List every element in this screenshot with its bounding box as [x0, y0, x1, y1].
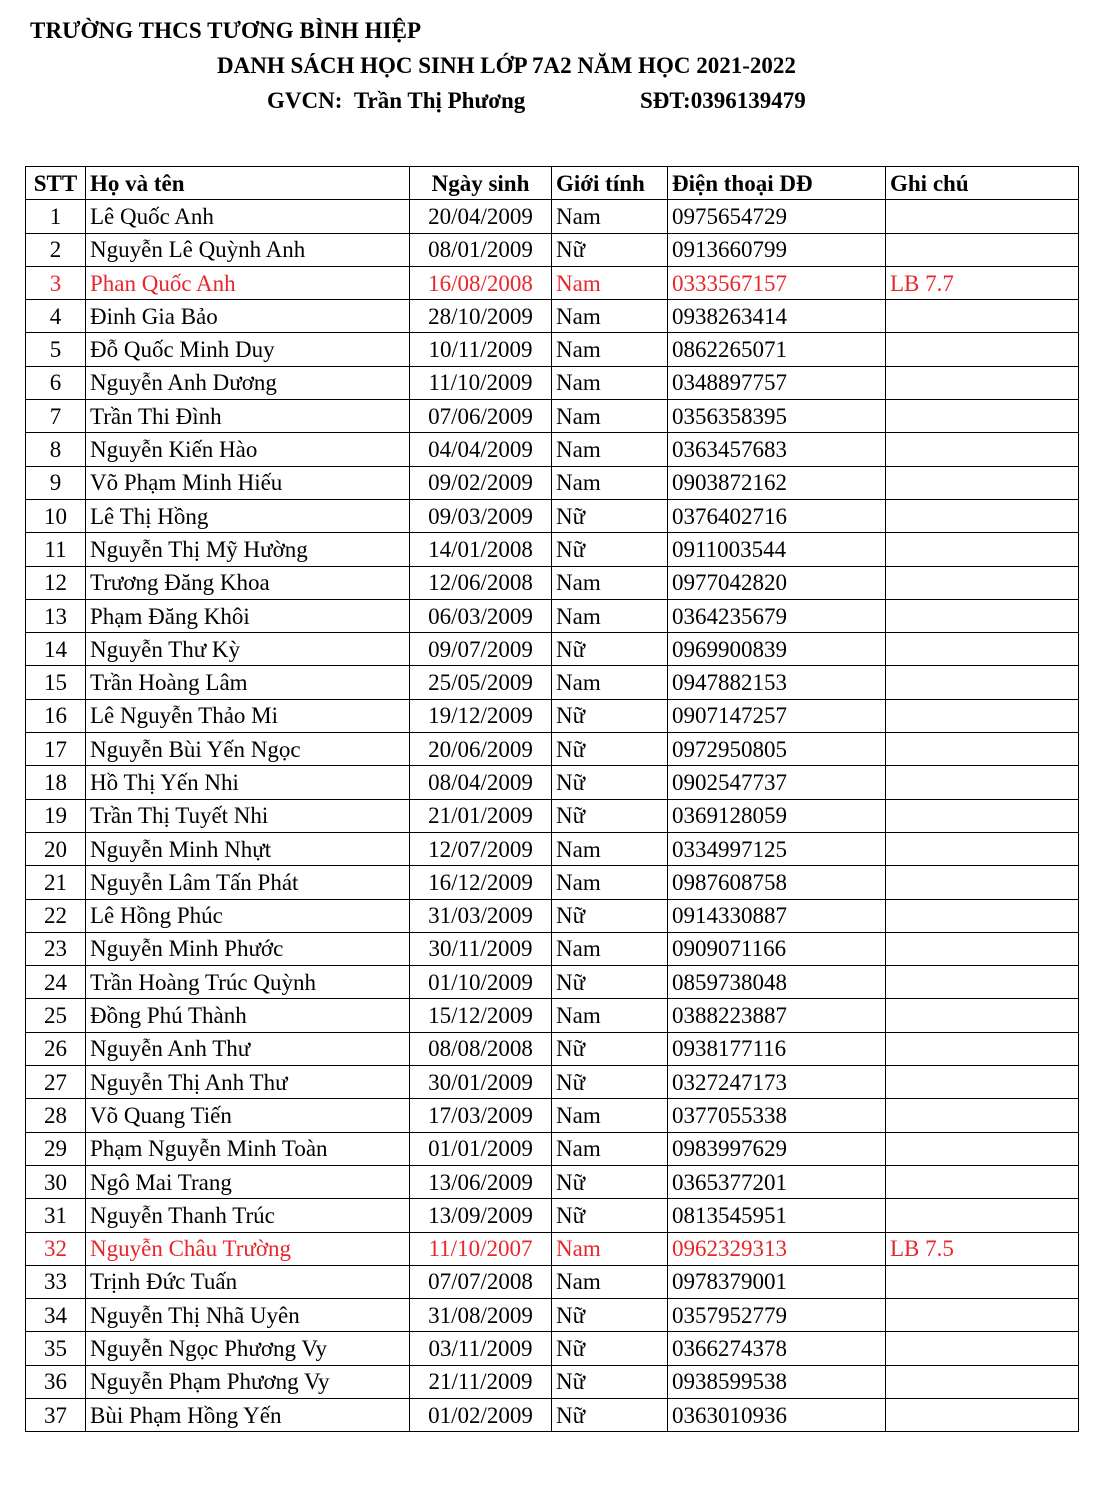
table-row	[26, 533, 1079, 566]
cell-phone: 0365377201	[668, 1165, 886, 1198]
table-row	[26, 1165, 1079, 1198]
cell-note	[886, 566, 1079, 599]
cell-stt: 19	[26, 799, 86, 832]
cell-name: Nguyễn Phạm Phương Vy	[86, 1365, 410, 1398]
cell-stt: 17	[26, 733, 86, 766]
cell-gender: Nam	[552, 366, 668, 399]
cell-phone: 0348897757	[668, 366, 886, 399]
cell-name: Võ Phạm Minh Hiếu	[86, 466, 410, 499]
cell-name: Nguyễn Ngọc Phương Vy	[86, 1332, 410, 1365]
table-row	[26, 566, 1079, 599]
cell-stt: 35	[26, 1332, 86, 1365]
cell-dob: 20/06/2009	[410, 733, 552, 766]
cell-note	[886, 400, 1079, 433]
cell-gender: Nam	[552, 300, 668, 333]
cell-gender: Nam	[552, 832, 668, 865]
cell-name: Đỗ Quốc Minh Duy	[86, 333, 410, 366]
cell-gender: Nam	[552, 466, 668, 499]
cell-stt: 27	[26, 1066, 86, 1099]
cell-name: Nguyễn Thanh Trúc	[86, 1199, 410, 1232]
cell-dob: 11/10/2007	[410, 1232, 552, 1265]
table-row	[26, 599, 1079, 632]
cell-dob: 12/07/2009	[410, 832, 552, 865]
cell-dob: 04/04/2009	[410, 433, 552, 466]
cell-stt: 2	[26, 233, 86, 266]
cell-gender: Nam	[552, 266, 668, 299]
cell-dob: 16/08/2008	[410, 266, 552, 299]
cell-gender: Nam	[552, 1132, 668, 1165]
cell-note	[886, 200, 1079, 233]
cell-name: Nguyễn Châu Trường	[86, 1232, 410, 1265]
column-header-stt: STT	[26, 167, 86, 200]
cell-stt: 13	[26, 599, 86, 632]
cell-note	[886, 300, 1079, 333]
table-row	[26, 1365, 1079, 1398]
column-header-phone: Điện thoại DĐ	[668, 167, 886, 200]
cell-phone: 0938599538	[668, 1365, 886, 1398]
cell-note	[886, 599, 1079, 632]
cell-stt: 4	[26, 300, 86, 333]
cell-note	[886, 1365, 1079, 1398]
cell-note	[886, 799, 1079, 832]
table-row	[26, 200, 1079, 233]
cell-gender: Nữ	[552, 1165, 668, 1198]
cell-phone: 0334997125	[668, 832, 886, 865]
cell-stt: 18	[26, 766, 86, 799]
cell-gender: Nữ	[552, 233, 668, 266]
cell-phone: 0377055338	[668, 1099, 886, 1132]
cell-stt: 37	[26, 1398, 86, 1431]
cell-name: Lê Nguyễn Thảo Mi	[86, 699, 410, 732]
cell-name: Đinh Gia Bảo	[86, 300, 410, 333]
cell-gender: Nam	[552, 566, 668, 599]
cell-note	[886, 932, 1079, 965]
cell-stt: 22	[26, 899, 86, 932]
cell-note	[886, 1299, 1079, 1332]
cell-gender: Nữ	[552, 533, 668, 566]
cell-stt: 1	[26, 200, 86, 233]
table-row	[26, 300, 1079, 333]
column-header-name: Họ và tên	[86, 167, 410, 200]
cell-stt: 7	[26, 400, 86, 433]
cell-name: Trịnh Đức Tuấn	[86, 1265, 410, 1298]
cell-note	[886, 966, 1079, 999]
cell-stt: 21	[26, 866, 86, 899]
cell-dob: 17/03/2009	[410, 1099, 552, 1132]
cell-dob: 07/07/2008	[410, 1265, 552, 1298]
cell-gender: Nam	[552, 400, 668, 433]
table-row	[26, 1398, 1079, 1431]
cell-dob: 13/09/2009	[410, 1199, 552, 1232]
cell-phone: 0938177116	[668, 1032, 886, 1065]
cell-name: Ngô Mai Trang	[86, 1165, 410, 1198]
cell-gender: Nữ	[552, 1066, 668, 1099]
cell-phone: 0862265071	[668, 333, 886, 366]
cell-name: Nguyễn Thị Nhã Uyên	[86, 1299, 410, 1332]
cell-note	[886, 1199, 1079, 1232]
cell-note	[886, 433, 1079, 466]
cell-phone: 0911003544	[668, 533, 886, 566]
cell-dob: 30/01/2009	[410, 1066, 552, 1099]
table-row	[26, 1032, 1079, 1065]
table-row	[26, 666, 1079, 699]
cell-dob: 09/07/2009	[410, 633, 552, 666]
table-row	[26, 1332, 1079, 1365]
cell-dob: 10/11/2009	[410, 333, 552, 366]
cell-note	[886, 866, 1079, 899]
cell-phone: 0357952779	[668, 1299, 886, 1332]
cell-note	[886, 466, 1079, 499]
cell-stt: 36	[26, 1365, 86, 1398]
cell-phone: 0975654729	[668, 200, 886, 233]
cell-phone: 0977042820	[668, 566, 886, 599]
cell-note	[886, 832, 1079, 865]
table-row	[26, 366, 1079, 399]
cell-phone: 0366274378	[668, 1332, 886, 1365]
gvcn-name: Trần Thị Phương	[353, 88, 526, 113]
cell-name: Nguyễn Minh Phước	[86, 932, 410, 965]
cell-note	[886, 633, 1079, 666]
cell-dob: 14/01/2008	[410, 533, 552, 566]
cell-gender: Nữ	[552, 633, 668, 666]
cell-name: Bùi Phạm Hồng Yến	[86, 1398, 410, 1431]
cell-stt: 11	[26, 533, 86, 566]
cell-phone: 0859738048	[668, 966, 886, 999]
cell-note	[886, 766, 1079, 799]
cell-stt: 24	[26, 966, 86, 999]
cell-phone: 0938263414	[668, 300, 886, 333]
cell-name: Nguyễn Kiến Hào	[86, 433, 410, 466]
table-row	[26, 499, 1079, 532]
cell-dob: 03/11/2009	[410, 1332, 552, 1365]
cell-name: Trần Thị Tuyết Nhi	[86, 799, 410, 832]
cell-stt: 23	[26, 932, 86, 965]
cell-gender: Nữ	[552, 1365, 668, 1398]
cell-note	[886, 233, 1079, 266]
cell-name: Lê Thị Hồng	[86, 499, 410, 532]
cell-phone: 0363457683	[668, 433, 886, 466]
cell-name: Nguyễn Thư Kỳ	[86, 633, 410, 666]
cell-dob: 08/01/2009	[410, 233, 552, 266]
table-row	[26, 1299, 1079, 1332]
table-row	[26, 400, 1079, 433]
table-row	[26, 233, 1079, 266]
cell-gender: Nữ	[552, 733, 668, 766]
cell-name: Phạm Nguyễn Minh Toàn	[86, 1132, 410, 1165]
table-row	[26, 866, 1079, 899]
cell-note	[886, 899, 1079, 932]
student-roster-table	[25, 166, 1079, 1432]
cell-stt: 14	[26, 633, 86, 666]
cell-stt: 34	[26, 1299, 86, 1332]
cell-phone: 0909071166	[668, 932, 886, 965]
cell-dob: 28/10/2009	[410, 300, 552, 333]
cell-name: Nguyễn Lê Quỳnh Anh	[86, 233, 410, 266]
cell-phone: 0388223887	[668, 999, 886, 1032]
table-row	[26, 966, 1079, 999]
cell-name: Trương Đăng Khoa	[86, 566, 410, 599]
table-row	[26, 1265, 1079, 1298]
table-row	[26, 266, 1079, 299]
cell-phone: 0972950805	[668, 733, 886, 766]
cell-note	[886, 666, 1079, 699]
cell-dob: 13/06/2009	[410, 1165, 552, 1198]
cell-phone: 0902547737	[668, 766, 886, 799]
cell-name: Nguyễn Bùi Yến Ngọc	[86, 733, 410, 766]
table-row	[26, 799, 1079, 832]
cell-note: LB 7.5	[886, 1232, 1079, 1265]
cell-stt: 5	[26, 333, 86, 366]
cell-note	[886, 1265, 1079, 1298]
cell-note	[886, 1099, 1079, 1132]
cell-stt: 30	[26, 1165, 86, 1198]
cell-dob: 20/04/2009	[410, 200, 552, 233]
document-title: DANH SÁCH HỌC SINH LỚP 7A2 NĂM HỌC 2021-2022	[217, 53, 796, 78]
school-name: TRƯỜNG THCS TƯƠNG BÌNH HIỆP	[30, 18, 422, 43]
cell-phone: 0983997629	[668, 1132, 886, 1165]
table-row	[26, 1232, 1079, 1265]
cell-gender: Nam	[552, 599, 668, 632]
cell-gender: Nữ	[552, 799, 668, 832]
cell-note	[886, 499, 1079, 532]
table-row	[26, 466, 1079, 499]
cell-note	[886, 1032, 1079, 1065]
teacher-phone: SĐT:0396139479	[640, 88, 806, 113]
cell-note	[886, 1132, 1079, 1165]
cell-phone: 0903872162	[668, 466, 886, 499]
cell-name: Lê Hồng Phúc	[86, 899, 410, 932]
table-header-row	[26, 167, 1079, 200]
cell-stt: 6	[26, 366, 86, 399]
cell-gender: Nữ	[552, 1332, 668, 1365]
cell-phone: 0356358395	[668, 400, 886, 433]
homeroom-teacher-line	[267, 88, 806, 114]
cell-dob: 21/11/2009	[410, 1365, 552, 1398]
cell-gender: Nữ	[552, 899, 668, 932]
cell-phone: 0369128059	[668, 799, 886, 832]
cell-note	[886, 533, 1079, 566]
cell-phone: 0978379001	[668, 1265, 886, 1298]
cell-note	[886, 1332, 1079, 1365]
table-row	[26, 1132, 1079, 1165]
column-header-gender: Giới tính	[552, 167, 668, 200]
cell-phone: 0333567157	[668, 266, 886, 299]
cell-stt: 32	[26, 1232, 86, 1265]
cell-stt: 8	[26, 433, 86, 466]
cell-dob: 01/02/2009	[410, 1398, 552, 1431]
cell-phone: 0364235679	[668, 599, 886, 632]
cell-note: LB 7.7	[886, 266, 1079, 299]
cell-gender: Nam	[552, 1265, 668, 1298]
cell-dob: 01/01/2009	[410, 1132, 552, 1165]
cell-gender: Nam	[552, 932, 668, 965]
cell-name: Đồng Phú Thành	[86, 999, 410, 1032]
cell-note	[886, 1398, 1079, 1431]
cell-dob: 09/02/2009	[410, 466, 552, 499]
cell-name: Trần Hoàng Lâm	[86, 666, 410, 699]
cell-stt: 29	[26, 1132, 86, 1165]
cell-dob: 31/03/2009	[410, 899, 552, 932]
cell-stt: 3	[26, 266, 86, 299]
table-row	[26, 899, 1079, 932]
cell-gender: Nam	[552, 666, 668, 699]
cell-gender: Nam	[552, 1232, 668, 1265]
cell-dob: 30/11/2009	[410, 932, 552, 965]
cell-stt: 9	[26, 466, 86, 499]
cell-gender: Nam	[552, 1099, 668, 1132]
cell-phone: 0914330887	[668, 899, 886, 932]
cell-dob: 01/10/2009	[410, 966, 552, 999]
table-row	[26, 1066, 1079, 1099]
table-row	[26, 699, 1079, 732]
table-row	[26, 766, 1079, 799]
cell-gender: Nữ	[552, 499, 668, 532]
cell-stt: 20	[26, 832, 86, 865]
cell-name: Nguyễn Minh Nhựt	[86, 832, 410, 865]
cell-stt: 15	[26, 666, 86, 699]
cell-phone: 0947882153	[668, 666, 886, 699]
cell-gender: Nữ	[552, 699, 668, 732]
cell-dob: 15/12/2009	[410, 999, 552, 1032]
cell-name: Phan Quốc Anh	[86, 266, 410, 299]
cell-name: Trần Thi Đình	[86, 400, 410, 433]
cell-name: Võ Quang Tiến	[86, 1099, 410, 1132]
cell-note	[886, 999, 1079, 1032]
table-row	[26, 932, 1079, 965]
cell-note	[886, 1165, 1079, 1198]
cell-stt: 31	[26, 1199, 86, 1232]
gvcn-label: GVCN:	[267, 88, 343, 113]
cell-gender: Nữ	[552, 766, 668, 799]
cell-phone: 0969900839	[668, 633, 886, 666]
table-row	[26, 832, 1079, 865]
cell-gender: Nữ	[552, 1199, 668, 1232]
cell-phone: 0962329313	[668, 1232, 886, 1265]
cell-dob: 31/08/2009	[410, 1299, 552, 1332]
table-row	[26, 433, 1079, 466]
cell-name: Hồ Thị Yến Nhi	[86, 766, 410, 799]
cell-phone: 0327247173	[668, 1066, 886, 1099]
cell-note	[886, 733, 1079, 766]
cell-stt: 28	[26, 1099, 86, 1132]
cell-gender: Nam	[552, 999, 668, 1032]
cell-gender: Nam	[552, 200, 668, 233]
cell-gender: Nam	[552, 866, 668, 899]
cell-stt: 25	[26, 999, 86, 1032]
table-row	[26, 333, 1079, 366]
cell-name: Nguyễn Thị Mỹ Hường	[86, 533, 410, 566]
cell-dob: 16/12/2009	[410, 866, 552, 899]
cell-gender: Nữ	[552, 1398, 668, 1431]
cell-gender: Nam	[552, 433, 668, 466]
cell-gender: Nữ	[552, 1032, 668, 1065]
cell-stt: 26	[26, 1032, 86, 1065]
cell-name: Nguyễn Anh Thư	[86, 1032, 410, 1065]
cell-name: Nguyễn Anh Dương	[86, 366, 410, 399]
table-row	[26, 999, 1079, 1032]
cell-gender: Nam	[552, 333, 668, 366]
cell-stt: 10	[26, 499, 86, 532]
column-header-note: Ghi chú	[886, 167, 1079, 200]
cell-dob: 11/10/2009	[410, 366, 552, 399]
cell-phone: 0913660799	[668, 233, 886, 266]
cell-stt: 12	[26, 566, 86, 599]
cell-phone: 0987608758	[668, 866, 886, 899]
table-row	[26, 1099, 1079, 1132]
cell-phone: 0376402716	[668, 499, 886, 532]
cell-note	[886, 699, 1079, 732]
cell-note	[886, 366, 1079, 399]
cell-phone: 0907147257	[668, 699, 886, 732]
cell-note	[886, 1066, 1079, 1099]
cell-dob: 07/06/2009	[410, 400, 552, 433]
cell-note	[886, 333, 1079, 366]
cell-stt: 33	[26, 1265, 86, 1298]
table-row	[26, 733, 1079, 766]
column-header-dob: Ngày sinh	[410, 167, 552, 200]
cell-name: Phạm Đăng Khôi	[86, 599, 410, 632]
cell-stt: 16	[26, 699, 86, 732]
cell-dob: 08/04/2009	[410, 766, 552, 799]
cell-dob: 06/03/2009	[410, 599, 552, 632]
cell-gender: Nữ	[552, 1299, 668, 1332]
cell-phone: 0363010936	[668, 1398, 886, 1431]
cell-gender: Nữ	[552, 966, 668, 999]
cell-dob: 09/03/2009	[410, 499, 552, 532]
cell-dob: 08/08/2008	[410, 1032, 552, 1065]
table-row	[26, 1199, 1079, 1232]
cell-name: Nguyễn Thị Anh Thư	[86, 1066, 410, 1099]
cell-name: Nguyễn Lâm Tấn Phát	[86, 866, 410, 899]
cell-dob: 12/06/2008	[410, 566, 552, 599]
cell-dob: 19/12/2009	[410, 699, 552, 732]
cell-dob: 25/05/2009	[410, 666, 552, 699]
cell-name: Lê Quốc Anh	[86, 200, 410, 233]
cell-dob: 21/01/2009	[410, 799, 552, 832]
cell-phone: 0813545951	[668, 1199, 886, 1232]
table-row	[26, 633, 1079, 666]
cell-name: Trần Hoàng Trúc Quỳnh	[86, 966, 410, 999]
